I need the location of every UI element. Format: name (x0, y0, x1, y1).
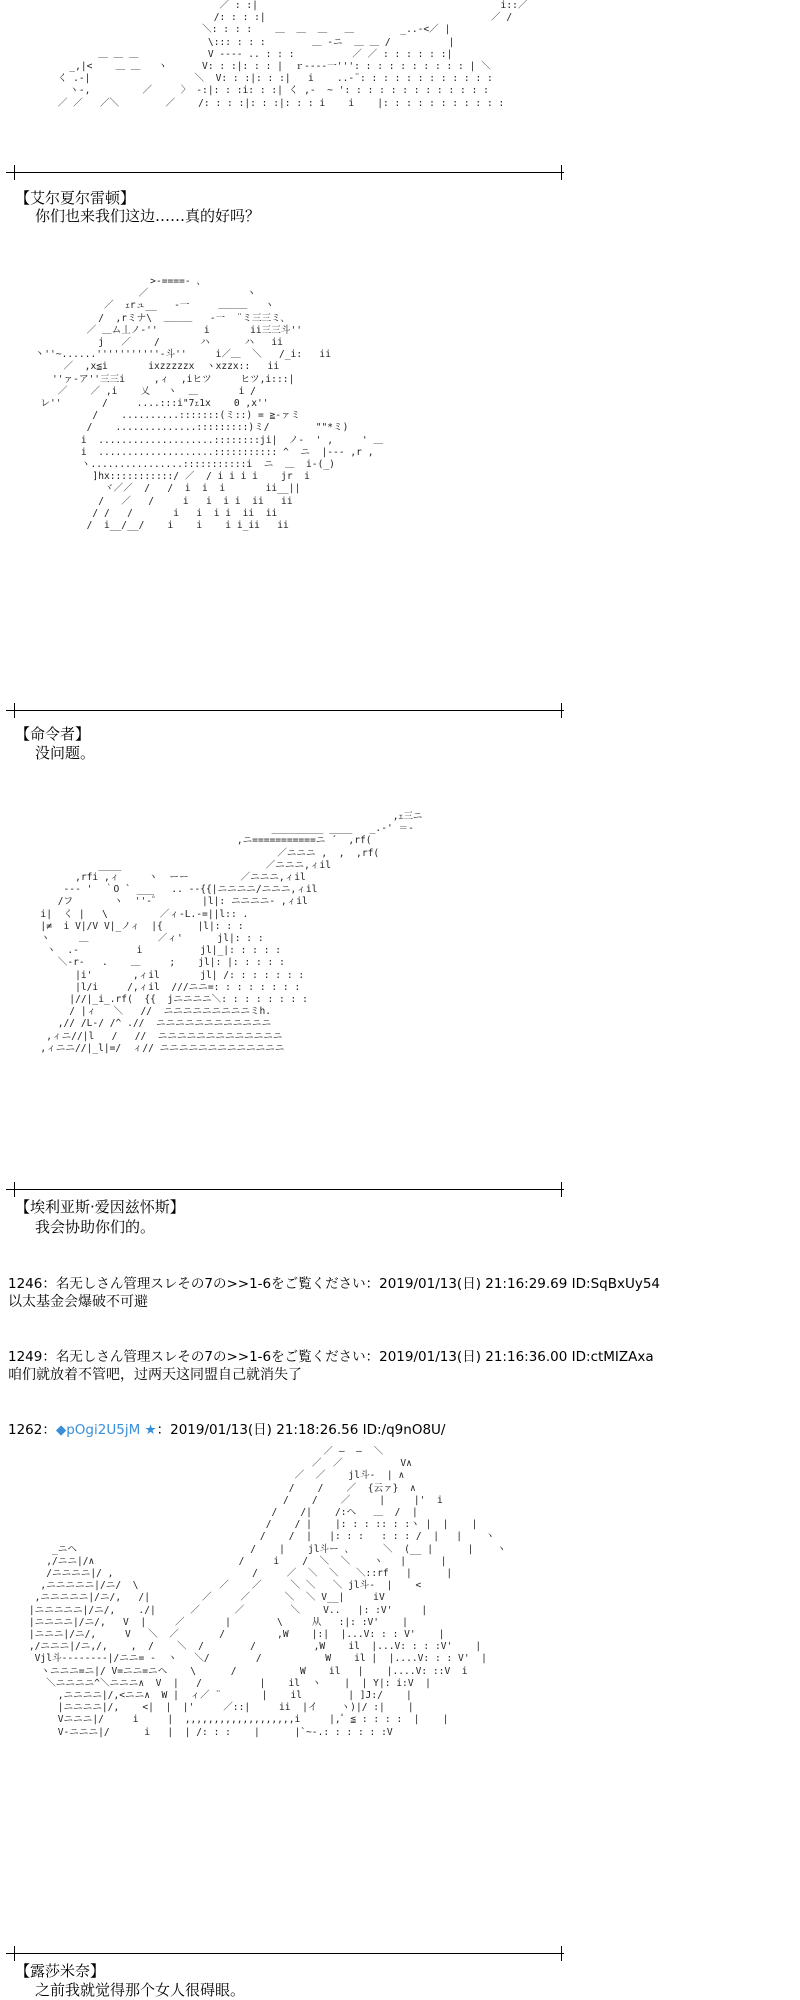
speaker-name: 【露莎米奈】 (15, 1962, 106, 1980)
ascii-art-scene-1: ／ : :| i::／ /: : : :| ／ / ＼: : : : ＿ ＿ ＿ ＿ _..-<／ | \::: : : : ＿ -ニ ＿ ＿ / | ＿ ＿ ＿ V ---- .. : : : ／ ／ : : : : : :| _,|< ＿ ＿ ヽ V: : :|: : : | ｒ----一''': : : : : : : : : : | ＼ く .-| ＼ V: : :|: : :| i ..-¨: : : : : : : : : : : : ヽ-, ／ 〉 -:|: : :i: : :| く ,- ~ ': : : : : : : : : : : : : ／ ／ ／＼ ／ /: : : :|: : :|: : : i i |: : : : : : : : : : : (57, 0, 528, 109)
speaker-name: 【艾尔夏尔雷顿】 (15, 189, 136, 207)
post-meta: ：2019/01/13(日) 21:18:26.56 ID:/q9nO8U/ (156, 1422, 446, 1438)
dialogue-line: 你们也来我们这边……真的好吗？ (35, 207, 261, 225)
dialogue-line: 没问题。 (35, 744, 96, 762)
post-number: 1249 (8, 1349, 43, 1365)
author-trip-link[interactable]: ◆pOgi2U5jM ★ (55, 1422, 157, 1438)
ascii-art-scene-4: ／ ― ― ＼ ／ ／ V∧ ／ ／ jl斗- | ∧ / / ／ {云ァ} ∧ / / ／ | |' i / /| /:ヘ ＿ / | / / | |: : : :: : :ヽ | | | / / | |: : : : : : / | | ヽ _ニヘ / | jl斗ー 、 ＼ (__ | | ヽ ,/ニニ|/∧ / i / ＼ ＼ ヽ | | /ニニニニ|/ , / ／ ＼ ＼ ＼::rf | | ,ニニニニニ|/ニ/ \ ／ ／ ＼ ＼ ＼ jl斗- | < ,ニニニニニ|/ニ/, /| ／ ／ ＼ ＼ V__| iV |ニニニニニ|/ニ/, ./| ／ ／ ＼ V.. |: :V' | |ニニニニ|/ニ/, V | ／ | \ 从 :|: :V' | |ニニニ|/ニ/, V ＼ ／ / ,W |:| |...V: : : V' | ,/ニニニ|/ニ,/, , / ＼ / / ,W il |...V: : : :V' | Vjl斗--------|/ニニ= - ヽ ＼/ / W il | |....V: : : V' | ヽニニニ=ニ|/ V=ニニ=ニヘ \ / W il | |....V: ::V i ＼ニニニニ^＼ニニニ∧ V | / | il ヽ | | Y|: i:V | ,ニニニニ|/,<ニニ∧ W | ィ／ ¨ | il | ]J:/ | |ニニニニ|/, <| | |' ／::| ii |イ ヽ)|/ :| | Vニニニ|/ i | ,,,,,,,,,,,,,,,,,,,i |,゜≦ : : : : | | V-ニニニ|/ i | | /: : : | |`~-.: : : : : :V (28, 1446, 507, 1738)
post-number: 1246 (8, 1276, 43, 1292)
dialogue-line: 我会协助你们的。 (35, 1218, 156, 1236)
post-number: 1262 (8, 1422, 43, 1438)
scene-separator (6, 710, 564, 711)
post-meta: ：名无しさん管理スレその7の>>1-6をご覧ください：2019/01/13(日) 21:16:29.69 ID:SqBxUy54 (42, 1276, 661, 1292)
ascii-art-scene-2: >-====- 、 ／ ヽ ／ ｪrュ__ -一 ＿＿＿ ヽ / ,rミナ\ ＿＿＿ -一 ¨ミ三三ミ、 ／ ＿ム丄ノ-'' i ii三三斗'' j ／ / ハ ハ ii 丶''~......'''''''''''-斗'' i／＿ ＼ /_i: ii ／ ,x≦i ixzzzzzx ヽxzzx:: ii ''ァ-ア''三三i ,ィ ,iヒツ ヒツ,i:::| ／ ／ ,i 乂 ヽ ＿ i / レ'' / ....:::i"7ｪ1x 0 ,x'' / ..........:::::::(ミ::) = ≧-ァミ / ..............:::::::::)ミ/ ""*ミ) i ....................::::::::ji| ノ- ' , ' ＿ i ....................::::::::::: ^ ニ |--- ,r , ヽ................:::::::::::i ニ ＿ i-(_) ]hx:::::::::::/ ／ / i i i i jr i ヾ／／ / / i i i ii__|| / ／ / i i i i ii ii / / / i i i i ii ii / i__/__/ i i i i_ii ii (34, 276, 384, 532)
scene-separator (6, 172, 564, 173)
post-body: 以太基金会爆破不可避 (8, 1294, 148, 1310)
post-header (8, 1275, 660, 1293)
scene-separator (6, 1953, 564, 1954)
post-header: 1262：◆pOgi2U5jM ★：2019/01/13(日) 21:18:26.56 ID:/q9nO8U/ (8, 1422, 446, 1438)
post-body: 咱们就放着不管吧，过两天这同盟自己就消失了 (8, 1367, 302, 1383)
speaker-name: 【命令者】 (15, 725, 91, 743)
post-meta: ：名无しさん管理スレその7の>>1-6をご覧ください：2019/01/13(日) 21:16:36.00 ID:ctMIZAxa (42, 1349, 654, 1365)
post-header (8, 1348, 654, 1366)
ascii-art-scene-3: ,ｪ三ニ _________ ____ _.-' ＝‐ ,ニ===========ニ ´ ,rf( ／ニニニ , , ,rf( ____ ／ニニニ,ィil ,rfi ,ィ ヽ ーー ／ニニニ,ィil --- ' ｀O ` ___ .. --{{|ニニニニ/ニニニ,ィil /フ ヽ ''-゜ |l|: ニニニニ- ,ィil i| く | \ ／ィ-L.-=||l:: . |≠ i V|/V V|_ノィ |{ |l|: : : ヽ ＿ ／ィ' jl|: : : ヽ .- i jl|_|: : : : : ＼-r- . ＿ ; jl|: |: : : : : |i' ,ィil jl| /: : : : : : : |l/i /,ィil ///ニニ=: : : : : : : : |//|_i_.rf( {{ jニニニニ＼: : : : : : : : / |ィ ＼ // ニニニニニニニニニミh. ,// /L-/ /^ .// ニニニニニニニニニニニニ ,ィニ//|l / // ニニニニニニニニニニニニニ ,ィニニ//|_l|=/ ィ// ニニニニニニニニニニニニニ (40, 811, 423, 1054)
scene-separator (6, 1189, 564, 1190)
speaker-name: 【埃利亚斯·爱因兹怀斯】 (15, 1198, 185, 1216)
dialogue-line: 之前我就觉得那个女人很碍眼。 (35, 1981, 246, 1999)
